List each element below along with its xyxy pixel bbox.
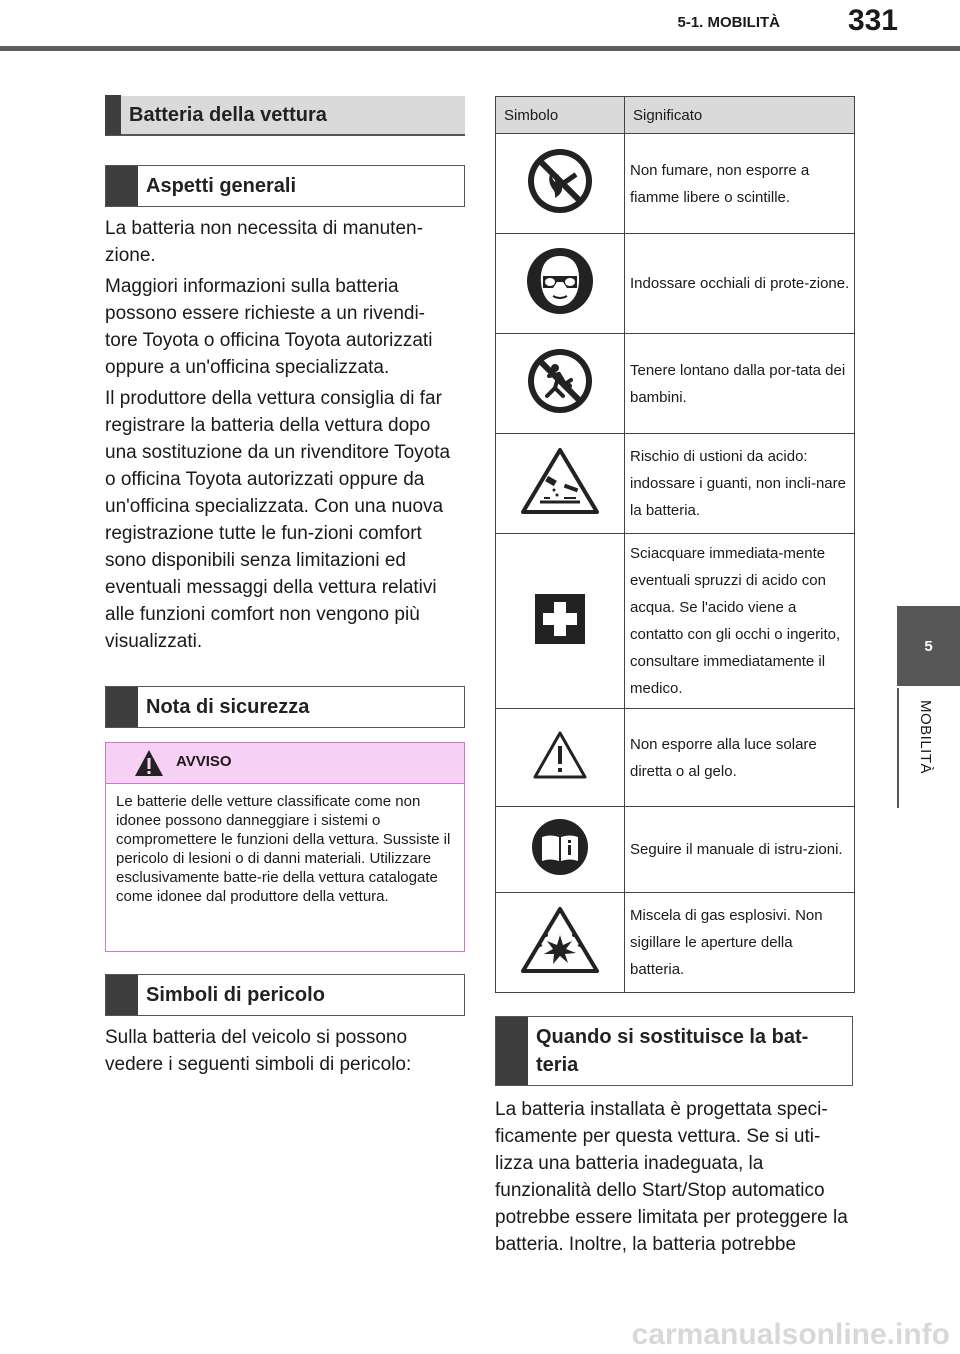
meaning-cell: Tenere lontano dalla por-tata dei bambini. — [625, 334, 855, 434]
subheading-general-text: Aspetti generali — [146, 175, 297, 197]
chapter-tab-rule — [897, 688, 899, 808]
warning-triangle-icon — [532, 730, 588, 780]
meaning-cell: Rischio di ustioni da acido: indossare i guanti, non incli-nare la batteria. — [625, 434, 855, 534]
replace-text — [495, 1096, 855, 1262]
keep-away-children-icon — [525, 346, 595, 416]
first-aid-cross-icon — [535, 594, 585, 644]
heading-bar — [105, 95, 121, 135]
subheading-general — [105, 165, 465, 207]
meaning-cell: Non esporre alla luce solare diretta o al gelo. — [625, 709, 855, 807]
warning-text: Le batterie delle vetture classificate come non idonee possono danneggiare i sistemi o compromettere le funzioni della vettura. Sussiste il pericolo di lesioni o di danni materiali. Utilizzare esclusivamente batte-rie della vettura catalogate come idonee dal produttore della vettura. — [116, 793, 451, 905]
table-header-row — [496, 97, 855, 134]
symbols-intro — [105, 1024, 457, 1082]
table-row — [496, 893, 855, 993]
explosion-hazard-icon — [520, 905, 600, 975]
warning-icon — [134, 749, 164, 777]
heading-bar — [496, 1017, 528, 1085]
paragraph: Maggiori informazioni sulla batteria possono essere richieste a un rivendi-tore Toyota o officina Toyota autorizzati oppure a un'officina specializzata. — [105, 276, 433, 378]
subheading-safety-text: Nota di sicurezza — [146, 696, 310, 718]
section-title: 5-1. MOBILITÀ — [677, 14, 780, 31]
chapter-tab-label: MOBILITÀ — [917, 700, 934, 775]
symbol-cell — [496, 434, 625, 534]
symbol-cell — [496, 234, 625, 334]
column-header-meaning: Significato — [625, 97, 855, 134]
subheading-safety — [105, 686, 465, 728]
subheading-symbols-text: Simboli di pericolo — [146, 984, 325, 1006]
subheading-replace-text: Quando si sostituisce la bat-teria — [536, 1026, 809, 1076]
subheading-replace — [495, 1016, 853, 1086]
symbol-cell — [496, 893, 625, 993]
paragraph: Il produttore della vettura consiglia di far registrare la batteria della vettura dopo una sostituzione da un rivenditore Toyota o officina Toyota autorizzati oppure da un'officina specializzata. Con una nuova registrazione tutte le fun-zioni comfort sono disponibili senza limitazioni ed eventuali messaggi della vettura relativi alle funzioni comfort non vengono più visualizzati. — [105, 388, 451, 652]
symbol-cell — [496, 807, 625, 893]
section-heading-text: Batteria della vettura — [129, 103, 327, 126]
meaning-cell: Seguire il manuale di istru-zioni. — [625, 807, 855, 893]
read-manual-icon — [530, 817, 590, 877]
table-row — [496, 334, 855, 434]
section-heading — [105, 96, 465, 136]
hazard-symbols-table — [495, 96, 855, 993]
heading-bar — [106, 166, 138, 206]
symbol-cell — [496, 534, 625, 709]
acid-hazard-icon — [520, 446, 600, 516]
warning-title: AVVISO — [176, 753, 232, 770]
table-row — [496, 709, 855, 807]
subheading-symbols — [105, 974, 465, 1016]
meaning-cell: Non fumare, non esporre a fiamme libere o scintille. — [625, 134, 855, 234]
warning-header — [106, 743, 464, 784]
chapter-tab[interactable]: 5 — [897, 606, 960, 686]
header-rule — [0, 46, 960, 51]
page-number: 331 — [847, 4, 898, 37]
no-smoking-icon — [525, 146, 595, 216]
paragraph: La batteria installata è progettata speci-ficamente per questa vettura. Se si uti-lizza una batteria inadeguata, la funzionalità dello Start/Stop automatico potrebbe essere limitata per proteggere la batteria. Inoltre, la batteria potrebbe — [495, 1099, 848, 1255]
heading-bar — [106, 687, 138, 727]
meaning-cell: Miscela di gas esplosivi. Non sigillare le aperture della batteria. — [625, 893, 855, 993]
symbol-cell — [496, 334, 625, 434]
meaning-cell: Sciacquare immediata-mente eventuali spruzzi di acido con acqua. Se l'acido viene a contatto con gli occhi o ingerito, consultare immediatamente il medico. — [625, 534, 855, 709]
column-header-symbol: Simbolo — [496, 97, 625, 134]
table-row — [496, 134, 855, 234]
paragraph: La batteria non necessita di manuten-zione. — [105, 218, 423, 266]
paragraph: Sulla batteria del veicolo si possono vedere i seguenti simboli di pericolo: — [105, 1027, 412, 1075]
symbol-cell — [496, 134, 625, 234]
table-row — [496, 234, 855, 334]
general-text — [105, 215, 457, 659]
table-row — [496, 434, 855, 534]
heading-bar — [106, 975, 138, 1015]
symbol-cell — [496, 709, 625, 807]
eye-protection-icon — [525, 246, 595, 316]
watermark: carmanualsonline.info — [631, 1318, 950, 1351]
table-row — [496, 807, 855, 893]
table-row — [496, 534, 855, 709]
warning-box — [105, 742, 465, 952]
meaning-cell: Indossare occhiali di prote-zione. — [625, 234, 855, 334]
